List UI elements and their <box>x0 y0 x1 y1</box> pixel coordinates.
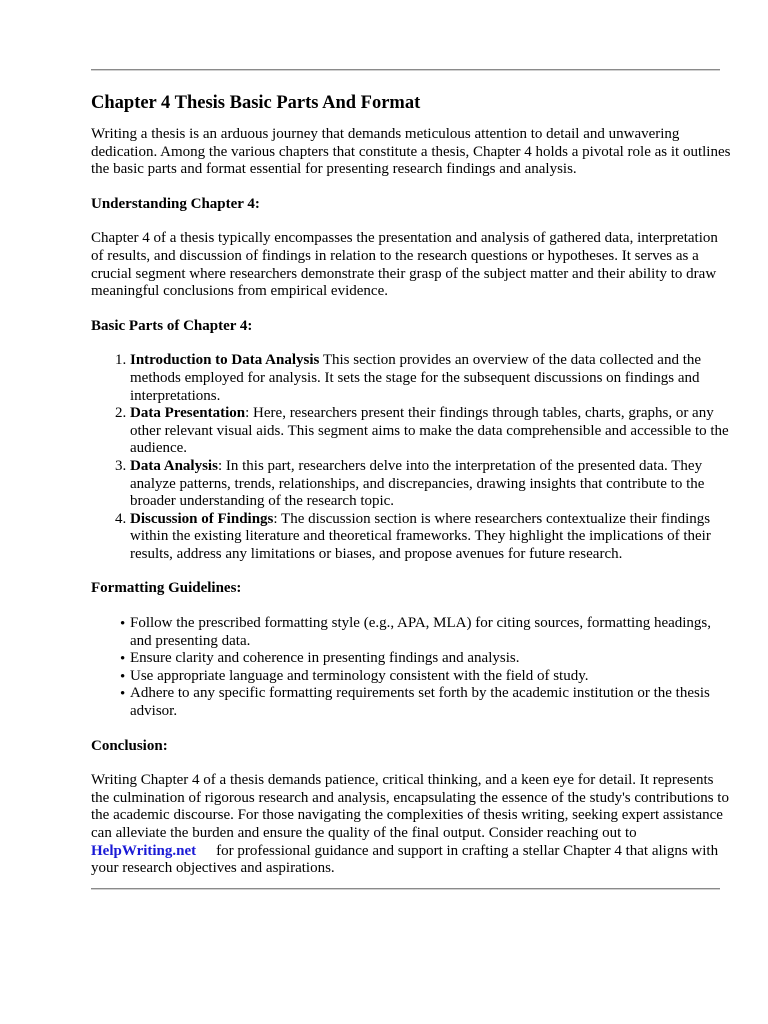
conclusion-heading: Conclusion: <box>91 737 168 754</box>
basic-parts-list <box>91 352 731 563</box>
list-item: • Follow the prescribed formatting style (e.g., APA, MLA) for citing sources, formatting headings, and presenting data. <box>130 615 731 650</box>
list-item: • Adhere to any specific formatting requirements set forth by the academic institution or the thesis advisor. <box>130 685 731 720</box>
page-title: Chapter 4 Thesis Basic Parts And Format <box>91 93 421 113</box>
list-item <box>130 352 731 405</box>
formatting-list <box>91 615 731 721</box>
list-item-text: The discussion section is where researchers contextualize their findings within the existing literature and theoretical frameworks. They highlight the implications of their results, address any limitations or biases, and propose avenues for future research. <box>130 510 711 562</box>
understanding-heading: Understanding Chapter 4: <box>91 195 260 212</box>
helpwriting-link[interactable]: HelpWriting.net <box>91 842 197 859</box>
list-item-term: Discussion of Findings <box>130 510 274 527</box>
list-item: • Use appropriate language and terminology consistent with the field of study. <box>130 668 731 686</box>
list-item <box>130 405 731 458</box>
list-item-term: Data Presentation <box>130 405 246 422</box>
basic-parts-heading: Basic Parts of Chapter 4: <box>91 317 253 334</box>
list-item-text: This section provides an overview of the data collected and the methods employed for analysis. It sets the stage for the subsequent discussions on findings and interpretations. <box>130 352 702 404</box>
list-item-term: Data Analysis <box>130 457 218 474</box>
intro-paragraph: Writing a thesis is an arduous journey that demands meticulous attention to detail and unwavering dedication. Among the various chapters that constitute a thesis, Chapter 4 holds a pivotal role as it outlines the basic parts and format essential for presenting research findings and analysis. <box>91 126 731 178</box>
list-item <box>130 458 731 511</box>
list-item-text: Here, researchers present their findings through tables, charts, graphs, or any other relevant visual aids. This segment aims to make the data comprehensible and accessible to the audience. <box>130 405 729 457</box>
list-item-sep: : <box>245 405 254 422</box>
list-item-sep: : <box>273 510 282 527</box>
list-item-term: Introduction to Data Analysis <box>130 352 320 369</box>
conclusion-paragraph <box>91 772 731 878</box>
list-item <box>130 511 731 564</box>
list-item: • Ensure clarity and coherence in presenting findings and analysis. <box>130 650 731 668</box>
list-item-text: In this part, researchers delve into the interpretation of the presented data. They analyze patterns, trends, relationships, and discrepancies, drawing insights that contribute to the broader understanding of the research topic. <box>130 457 705 510</box>
list-item-sep: : <box>217 457 226 474</box>
formatting-heading: Formatting Guidelines: <box>91 580 242 597</box>
conclusion-text-after: for professional guidance and support in crafting a stellar Chapter 4 that aligns with your research objectives and aspirations. <box>91 842 719 877</box>
conclusion-text-before: Writing Chapter 4 of a thesis demands patience, critical thinking, and a keen eye for detail. It represents the culmination of rigorous research and analysis, encapsulating the essence of the study's contributions to the academic discourse. For those navigating the complexities of thesis writing, seeking expert assistance can alleviate the burden and ensure the quality of the final output. Consider reaching out to <box>91 772 729 841</box>
top-divider <box>91 69 720 71</box>
document-content <box>91 92 731 895</box>
bottom-divider <box>91 888 720 890</box>
understanding-paragraph: Chapter 4 of a thesis typically encompasses the presentation and analysis of gathered data, interpretation of results, and discussion of findings in relation to the research questions or hypotheses. It serves as a crucial segment where researchers demonstrate their grasp of the subject matter and their ability to draw meaningful conclusions from empirical evidence. <box>91 230 718 300</box>
